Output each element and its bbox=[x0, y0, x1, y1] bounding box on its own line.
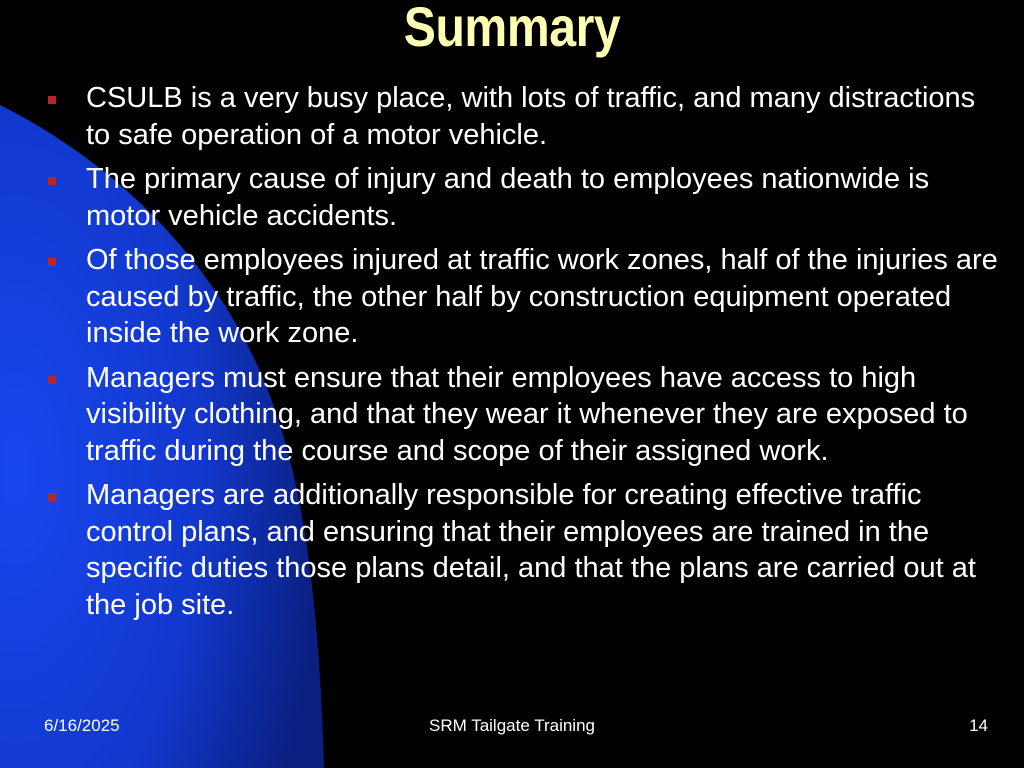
bullet-item bbox=[0, 161, 1000, 234]
square-bullet-icon bbox=[48, 258, 56, 266]
slide-title: Summary bbox=[403, 0, 621, 58]
bullet-text: CSULB is a very busy place, with lots of traffic, and many distractions to safe operation of a motor vehicle. bbox=[86, 82, 976, 151]
square-bullet-icon bbox=[48, 376, 56, 384]
bullet-list bbox=[0, 80, 1000, 631]
bullet-item bbox=[0, 360, 1000, 470]
square-bullet-icon bbox=[48, 177, 56, 185]
bullet-text: The primary cause of injury and death to employees nationwide is motor vehicle accidents. bbox=[86, 163, 930, 232]
footer-date: 6/16/2025 bbox=[44, 716, 120, 735]
bullet-item bbox=[0, 80, 1000, 153]
square-bullet-icon bbox=[48, 493, 56, 501]
bullet-text: Managers are additionally responsible for creating effective traffic control plans, and ensuring that their employees are trained in the specific duties those plans detail, and that the plans are carried out at the job site. bbox=[86, 479, 976, 621]
bullet-text: Managers must ensure that their employees have access to high visibility clothing, and that they wear it whenever they are exposed to traffic during the course and scope of their assigned work. bbox=[86, 361, 968, 467]
square-bullet-icon bbox=[48, 96, 56, 104]
page-number: 14 bbox=[969, 716, 988, 735]
bullet-item bbox=[0, 242, 1000, 352]
footer-title: SRM Tailgate Training bbox=[429, 716, 595, 735]
bullet-text: Of those employees injured at traffic work zones, half of the injuries are caused by traffic, the other half by construction equipment operated inside the work zone. bbox=[86, 244, 998, 349]
bullet-item bbox=[0, 477, 1000, 623]
